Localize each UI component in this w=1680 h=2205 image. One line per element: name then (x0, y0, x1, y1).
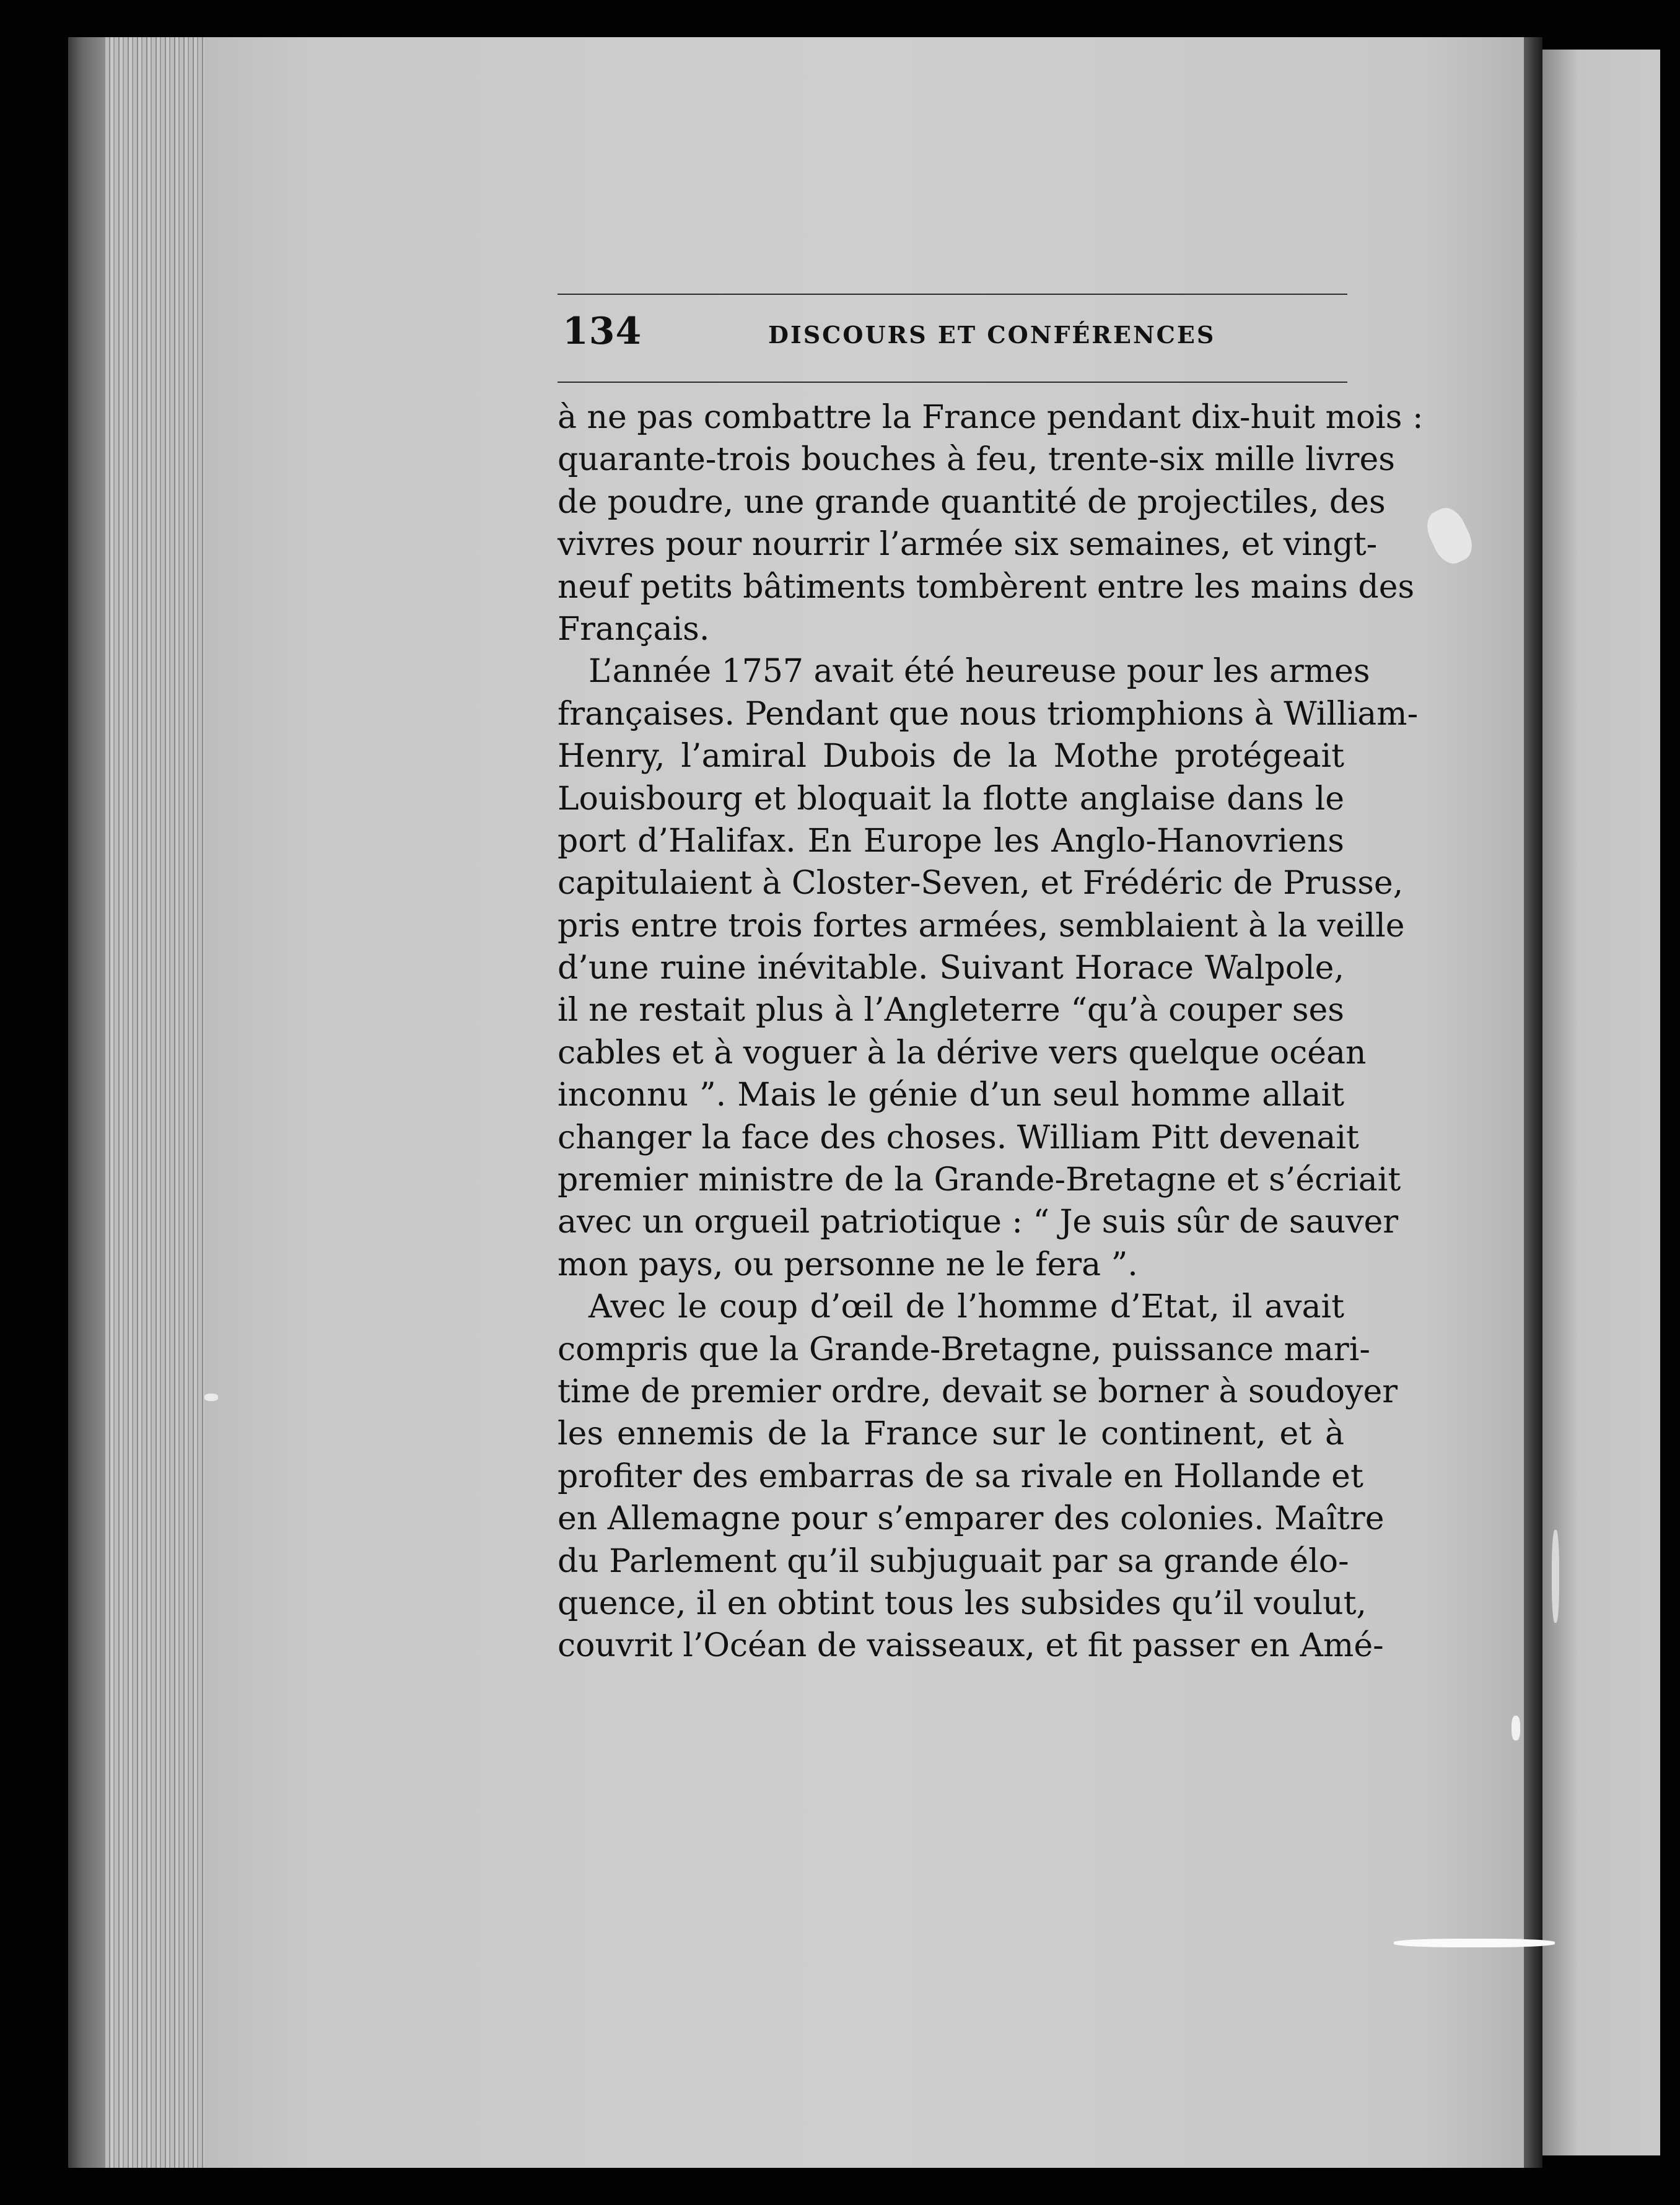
scan-speck (1552, 1530, 1559, 1623)
text-line: quarante-trois bouches à feu, trente-six mille livres (558, 441, 1395, 479)
running-head (558, 302, 1347, 370)
text-line: L’année 1757 avait été heureuse pour les armes (588, 653, 1370, 691)
text-line: Henry, l’amiral Dubois de la Mothe protégeait (558, 738, 1344, 775)
book-spine-shadow (68, 37, 105, 2168)
text-line: pris entre trois fortes armées, semblaient à la veille (558, 907, 1405, 945)
text-line: port d’Halifax. En Europe les Anglo-Hanovriens (558, 822, 1344, 860)
facing-page (1542, 50, 1660, 2155)
page-number: 134 (562, 310, 642, 353)
page-gutter (1524, 37, 1542, 2168)
text-line: d’une ruine inévitable. Suivant Horace Walpole, (558, 950, 1344, 987)
scan-speck (1512, 1716, 1520, 1740)
text-line: changer la face des choses. William Pitt devenait (558, 1119, 1359, 1156)
text-line: premier ministre de la Grande-Bretagne et s’écriait (558, 1161, 1401, 1199)
text-line: Français. (558, 610, 710, 648)
text-line: compris que la Grande-Bretagne, puissance mari- (558, 1330, 1370, 1368)
text-line: neuf petits bâtiments tombèrent entre les mains des (558, 568, 1415, 606)
text-line: profiter des embarras de sa rivale en Hollande et (558, 1457, 1363, 1495)
body-text (558, 396, 1424, 1667)
text-line: mon pays, ou personne ne le fera ”. (558, 1246, 1138, 1283)
text-line: Louisbourg et bloquait la flotte anglaise dans le (558, 780, 1344, 818)
text-line: Avec le coup d’œil de l’homme d’Etat, il avait (588, 1288, 1344, 1326)
text-line: en Allemagne pour s’emparer des colonies. Maître (558, 1500, 1385, 1538)
text-line: quence, il en obtint tous les subsides qu’il voulut, (558, 1584, 1367, 1622)
text-line: inconnu ”. Mais le génie d’un seul homme allait (558, 1076, 1344, 1114)
text-line: time de premier ordre, devait se borner à soudoyer (558, 1373, 1398, 1410)
scan-speck (204, 1394, 218, 1401)
text-line: à ne pas combattre la France pendant dix-huit mois : (558, 399, 1424, 436)
running-title: DISCOURS ET CONFÉRENCES (768, 321, 1216, 349)
text-line: de poudre, une grande quantité de projectiles, des (558, 483, 1386, 521)
text-line: les ennemis de la France sur le continent, et à (558, 1415, 1344, 1453)
text-line: françaises. Pendant que nous triomphions à William- (558, 695, 1419, 733)
header-rule-top (558, 294, 1347, 295)
text-line: vivres pour nourrir l’armée six semaines, et vingt- (558, 526, 1378, 564)
text-line: avec un orgueil patriotique : “ Je suis sûr de sauver (558, 1203, 1399, 1241)
text-line: cables et à voguer à la dérive vers quelque océan (558, 1034, 1367, 1072)
scan-speck (1394, 1939, 1555, 1947)
text-line: capitulaient à Closter-Seven, et Frédéric de Prusse, (558, 865, 1404, 902)
text-line: couvrit l’Océan de vaisseaux, et fit passer en Amé- (558, 1627, 1384, 1665)
text-line: du Parlement qu’il subjuguait par sa grande élo- (558, 1542, 1349, 1580)
header-rule-bottom (558, 382, 1347, 383)
text-line: il ne restait plus à l’Angleterre “qu’à couper ses (558, 992, 1344, 1029)
